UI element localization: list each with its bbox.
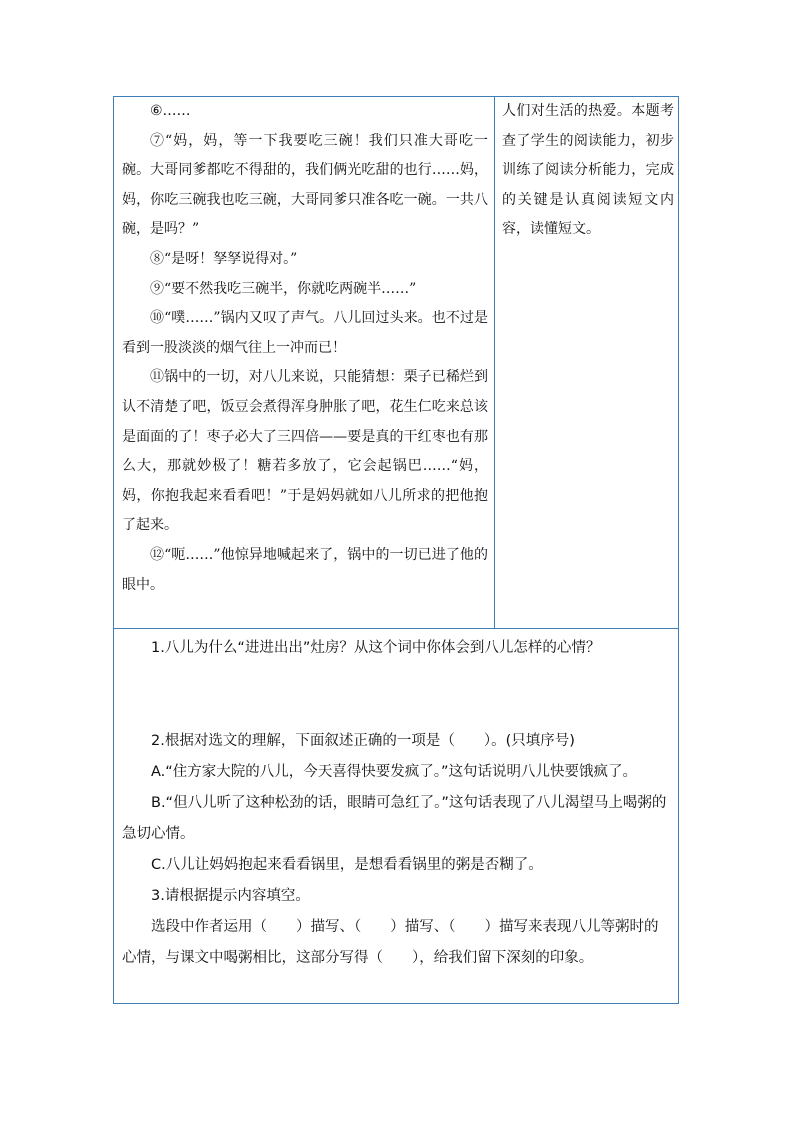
question-2-option-c: C.八儿让妈妈抱起来看看锅里，是想看看锅里的粥是否糊了。 (151, 857, 543, 873)
question-2-option-b: B.“但八儿听了这种松劲的话，眼睛可急红了。”这句话表现了八儿渴望马上喝粥的急切心情。 (122, 795, 667, 842)
passage-paragraph-12: ⑫“呃……”他惊异地喊起来了，锅中的一切已进了他的眼中。 (122, 546, 488, 593)
question-2-option-a: A.“住方家大院的八儿，今天喜得快要发疯了。”这句话说明八儿快要饿疯了。 (151, 764, 638, 780)
question-1: 1.八儿为什么“进进出出”灶房？从这个词中你体会到八儿怎样的心情？ (151, 640, 601, 656)
question-2: 2.根据对选文的理解，下面叙述正确的一项是（ ）。(只填序号) (151, 733, 575, 749)
row-divider (114, 628, 678, 629)
analysis-note: 人们对生活的热爱。本题考查了学生的阅读能力，初步训练了阅读分析能力，完成的关键是认真阅读短文内容，读懂短文。 (502, 103, 674, 238)
question-section (122, 633, 672, 974)
answer-table (113, 96, 679, 1004)
passage-paragraph-9: ⑨“要不然我吃三碗半，你就吃两碗半……” (150, 280, 417, 297)
passage-paragraph-10: ⑩“噗……”锅内又叹了声气。八儿回过头来。也不过是看到一股淡淡的烟气往上一冲而已！ (122, 310, 488, 356)
passage-paragraph-7: ⑦“妈，妈，等一下我要吃三碗！我们只准大哥吃一碗。大哥同爹都吃不得甜的，我们俩光吃甜的也行……妈，妈，你吃三碗我也吃三碗，大哥同爹只准各吃一碗。一共八碗，是吗？” (122, 132, 488, 238)
question-3: 3.请根据提示内容填空。 (151, 888, 310, 904)
passage-paragraph-6: ⑥…… (150, 103, 191, 119)
reading-passage (122, 97, 488, 600)
passage-paragraph-11: ⑪锅中的一切，对八儿来说，只能猜想：栗子已稀烂到认不清楚了吧，饭豆会煮得浑身肿胀了吧，花生仁吃来总该是面面的了！枣子必大了三四倍——要是真的干红枣也有那么大，那就妙极了！糖若多放了，它会起锅巴……“妈，妈，你抱我起来看看吧！”于是妈妈就如八儿所求的把他抱了起来。 (122, 369, 488, 534)
column-divider (494, 97, 495, 628)
question-3-fill-in: 选段中作者运用（ ）描写、（ ）描写、（ ）描写来表现八儿等粥时的心情，与课文中喝粥相比，这部分写得（ ），给我们留下深刻的印象。 (122, 919, 659, 966)
passage-paragraph-8: ⑧“是呀！孥孥说得对。” (150, 250, 298, 267)
